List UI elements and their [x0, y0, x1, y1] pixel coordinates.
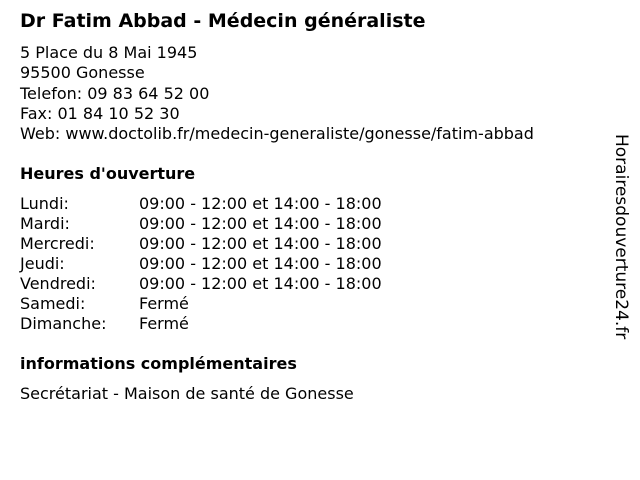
hours-value: 09:00 - 12:00 et 14:00 - 18:00: [139, 274, 382, 293]
hours-value: 09:00 - 12:00 et 14:00 - 18:00: [139, 234, 382, 253]
address-city: 95500 Gonesse: [20, 63, 145, 83]
hours-value: 09:00 - 12:00 et 14:00 - 18:00: [139, 254, 382, 273]
additional-info-text: Secrétariat - Maison de santé de Gonesse: [20, 384, 354, 403]
day-label: Dimanche:: [20, 314, 107, 333]
fax-number: Fax: 01 84 10 52 30: [20, 103, 180, 123]
hours-value: 09:00 - 12:00 et 14:00 - 18:00: [139, 214, 382, 233]
day-label: Vendredi:: [20, 274, 96, 293]
day-label: Samedi:: [20, 294, 86, 313]
day-label: Lundi:: [20, 194, 69, 213]
day-label: Mercredi:: [20, 234, 95, 253]
page-title: Dr Fatim Abbad - Médecin généraliste: [20, 10, 426, 32]
phone-number: Telefon: 09 83 64 52 00: [20, 83, 210, 103]
address-street: 5 Place du 8 Mai 1945: [20, 43, 198, 62]
hours-value: 09:00 - 12:00 et 14:00 - 18:00: [139, 194, 382, 213]
site-watermark: Horairesdouverture24.fr: [611, 134, 631, 340]
day-label: Mardi:: [20, 214, 70, 233]
contact-details: [20, 43, 534, 144]
day-label: Jeudi:: [20, 254, 65, 273]
hours-value: Fermé: [139, 294, 189, 313]
hours-value: Fermé: [139, 314, 189, 333]
additional-info-heading: informations complémentaires: [20, 354, 297, 373]
opening-hours-heading: Heures d'ouverture: [20, 164, 196, 183]
website: Web: www.doctolib.fr/medecin-generaliste/gonesse/fatim-abbad: [20, 124, 534, 143]
